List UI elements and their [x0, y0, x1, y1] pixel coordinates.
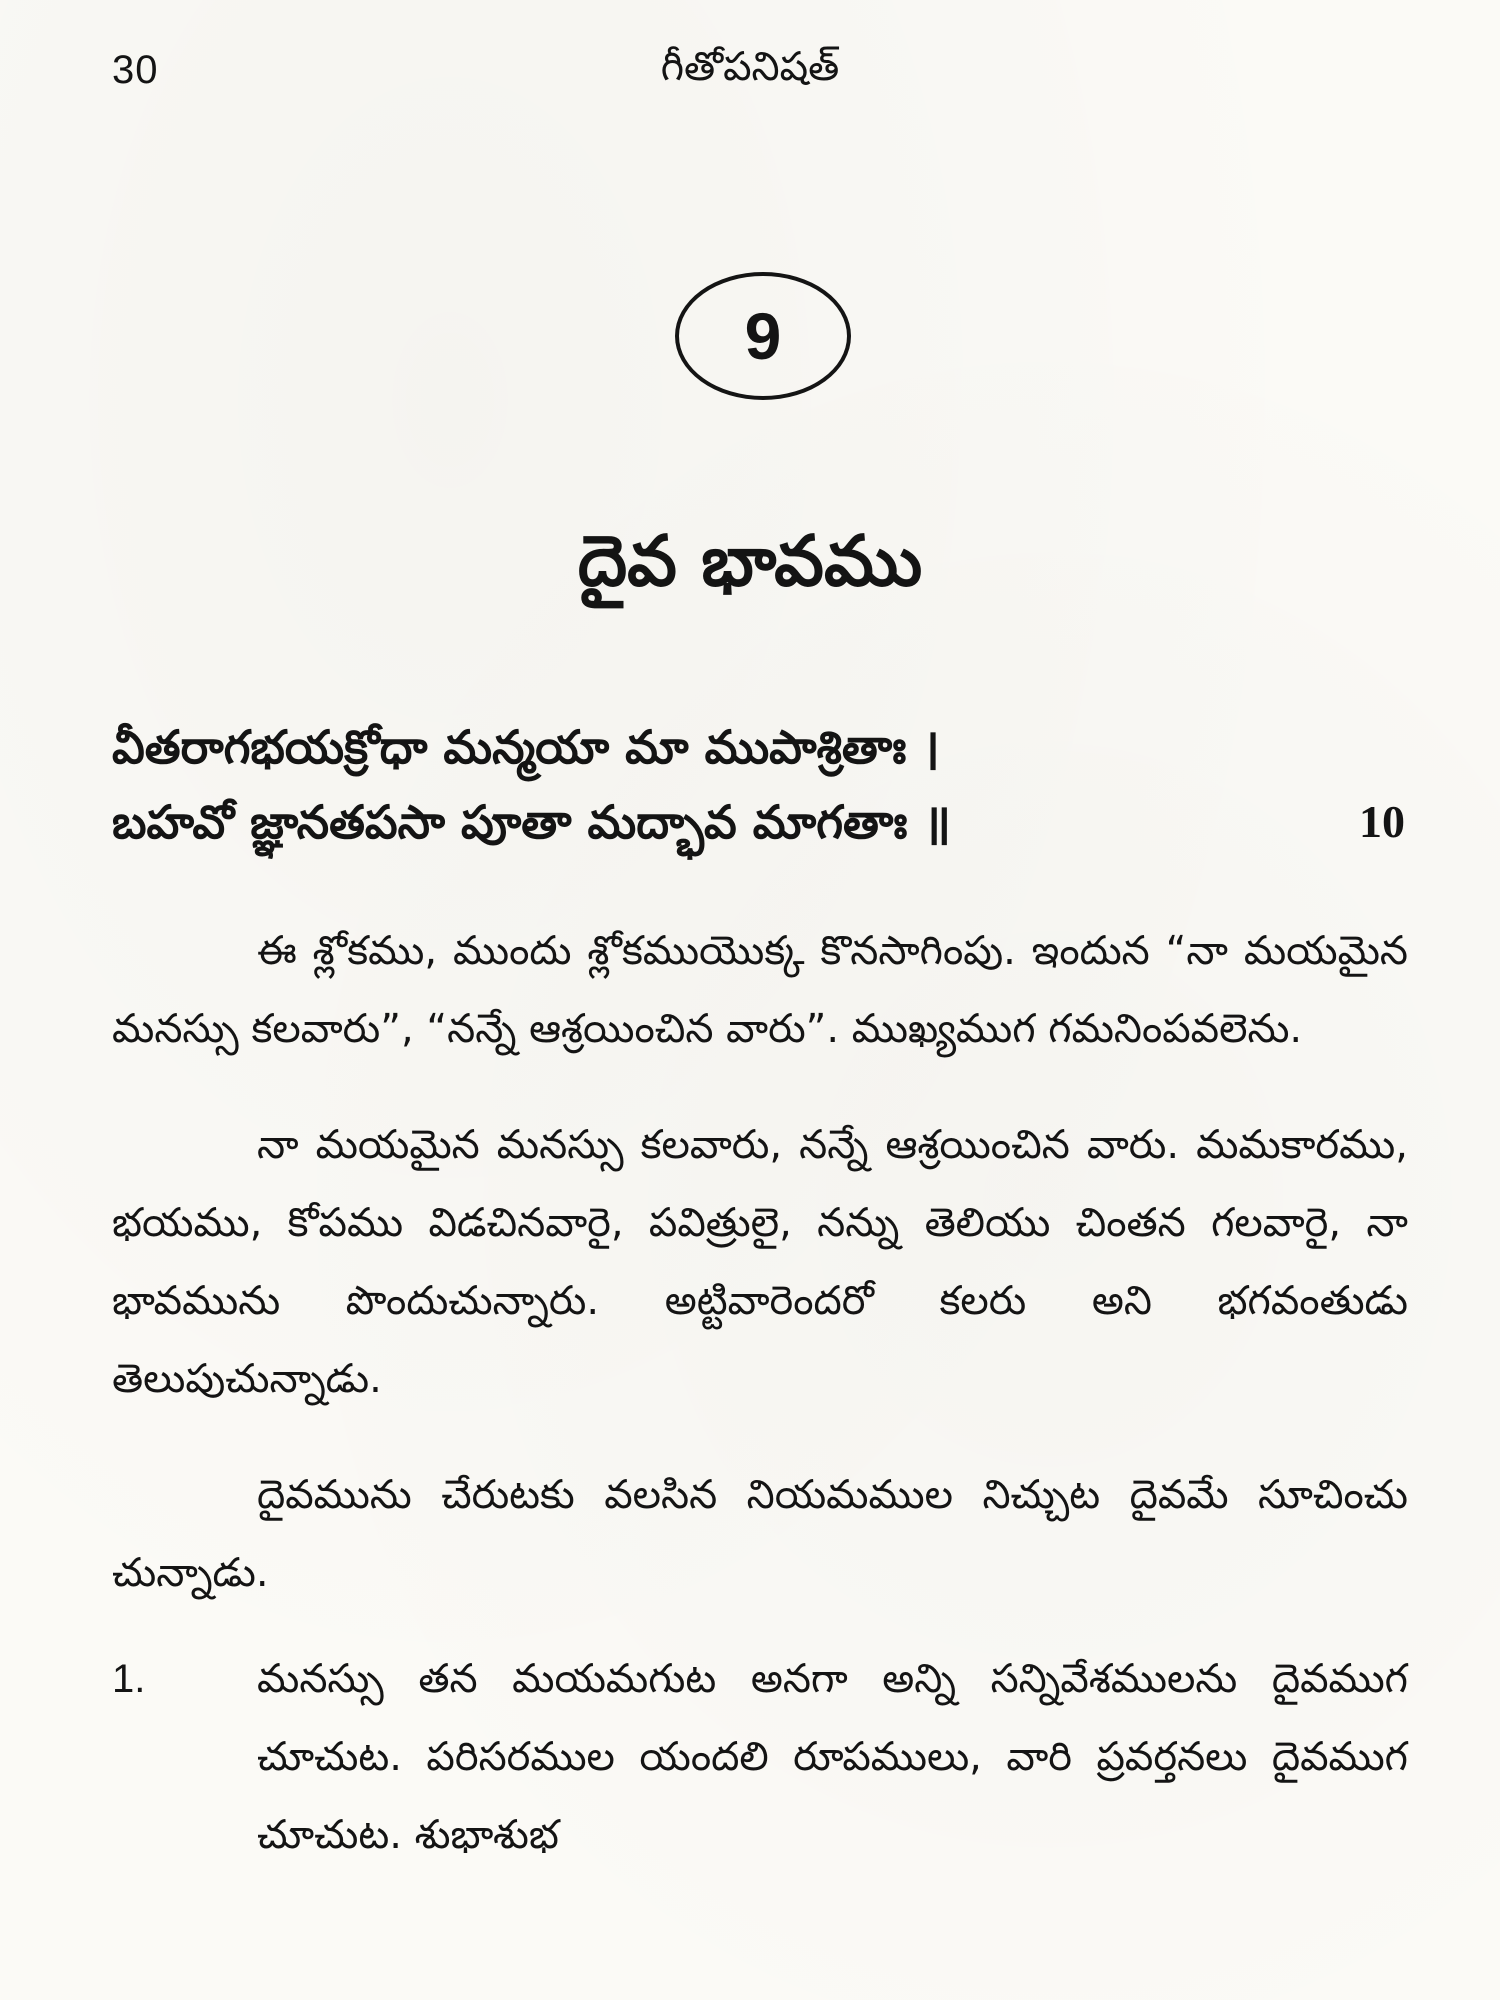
- chapter-number: 9: [744, 299, 782, 373]
- list-marker: 1.: [112, 1657, 146, 1701]
- page-number: 30: [112, 48, 159, 92]
- paragraph: నా మయమైన మనస్సు కలవారు, నన్నే ఆశ్రయించిన వారు. మమకారము, భయము, కోపము విడచినవారై, పవిత్రులై, నన్ను తెలియు చింతన గలవారై, నా భావమును పొందుచున్నారు. అట్టివారెందరో కలరు అని భగవంతుడు తెలుపుచున్నాడు.: [112, 1122, 1408, 1402]
- verse-number: 10: [1359, 796, 1405, 847]
- verse-line-2: బహవో జ్ఞానతపసా పూతా మద్భావ మాగతాః ॥: [112, 795, 951, 849]
- chapter-number-circle: [675, 272, 851, 400]
- running-title: గీతోపనిషత్: [660, 44, 840, 90]
- paragraph: దైవమును చేరుటకు వలసిన నియమముల నిచ్చుట దైవమే సూచించు చున్నాడు.: [112, 1472, 1408, 1596]
- list-item: [112, 1640, 1408, 1874]
- paragraph: ఈ శ్లోకము, ముందు శ్లోకముయొక్క కొనసాగింపు. ఇందున “నా మయమైన మనస్సు కలవారు”, “నన్నే ఆశ్రయించిన వారు”. ముఖ్యముగ గమనింపవలెను.: [112, 928, 1408, 1052]
- chapter-title: దైవ భావము: [577, 520, 923, 602]
- verse-line-1: వీతరాగభయక్రోధా మన్మయా మా ముపాశ్రితాః ।: [112, 720, 940, 774]
- list-item-text: మనస్సు తన మయమగుట అనగా అన్ని సన్నివేశములను దైవముగ చూచుట. పరిసరముల యందలి రూపములు, వారి ప్రవర్తనలు దైవముగ చూచుట. శుభాశుభ: [257, 1656, 1408, 1858]
- commentary-body: [112, 912, 1408, 1650]
